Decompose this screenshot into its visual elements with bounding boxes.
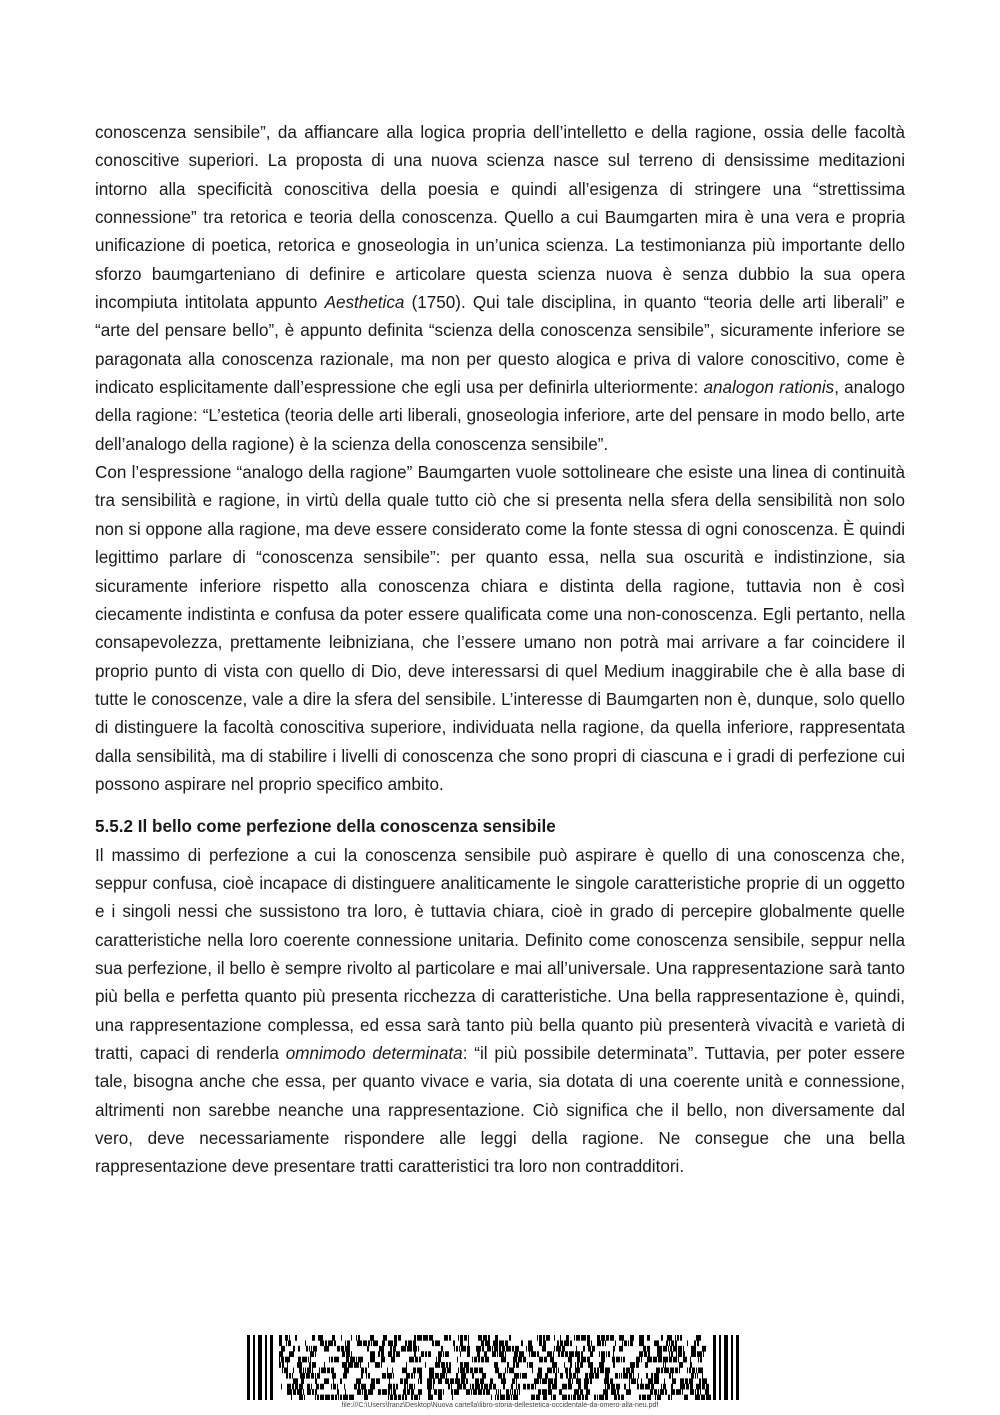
text-run: (1750). Qui tale disciplina, in quanto “teoria delle arti liberali” e “arte del pensare bello”, è appunto definita “scienza della conoscenza sensibile”, sicuramente inferiore se paragonata alla conoscenza razionale, ma non per questo alogica e priva di valore conoscitivo, come è indicato esplicitamente dall’espressione che egli usa per definirla ulteriormente: — [95, 293, 905, 398]
section-heading: 5.5.2 Il bello come perfezione della conoscenza sensibile — [95, 817, 556, 837]
page-body — [95, 119, 905, 1182]
text-run: Con l’espressione “analogo della ragione” Baumgarten vuole sottolineare che esiste una linea di continuità tra sensibilità e ragione, in virtù della quale tutto ciò che si presenta nella sfera della sensibilità non solo non si oppone alla ragione, ma deve essere considerato come la fonte stessa di ogni conoscenza. È quindi legittimo parlare di “conoscenza sensibile”: per quanto essa, nella sua oscurità e indistinzione, sia sicuramente inferiore rispetto alla conoscenza chiara e distinta della ragione, tuttavia non è così ciecamente indistinta e confusa da poter essere qualificata come una non-conoscenza. Egli pertanto, nella consapevolezza, prettamente leibniziana, che l’essere umano non potrà mai arrivare a far coincidere il proprio punto di vista con quello di Dio, deve interessarsi di quel Medium inaggirabile che è alla base di tutte le conoscenze, vale a dire la sfera del sensibile. L’interesse di Baumgarten non è, dunque, solo quello di distinguere la facoltà conoscitiva superiore, individuata nella ragione, da quella inferiore, rappresentata dalla sensibilità, ma di stabilire i livelli di conoscenza che sono propri di ciascuna e i gradi di perfezione cui possono aspirare nel proprio specifico ambito. — [95, 463, 905, 794]
body-paragraph-1 — [95, 119, 905, 459]
italic-run: omnimodo determinata — [285, 1044, 463, 1063]
text-run: conoscenza sensibile”, da affiancare alla logica propria dell’intelletto e della ragione, ossia delle facoltà conoscitive superiori. La proposta di una nuova scienza nasce sul terreno di densissime meditazioni intorno alla specificità conoscitiva della poesia e quindi all’esigenza di stringere una “strettissima connessione” tra retorica e teoria della conoscenza. Quello a cui Baumgarten mira è una vera e propria unificazione di poetica, retorica e gnoseologia in un’unica scienza. La testimonianza più importante dello sforzo baumgarteniano di definire e articolare questa scienza nuova è senza dubbio la sua opera incompiuta intitolata appunto — [95, 123, 905, 313]
text-run: Il massimo di perfezione a cui la conoscenza sensibile può aspirare è quello di una conoscenza che, seppur confusa, cioè incapace di distinguere analiticamente le singole caratteristiche proprie di un oggetto e i singoli nessi che sussistono tra loro, è tuttavia chiara, cioè in grado di percepire globalmente quelle caratteristiche nella loro coerente connessione unitaria. Definito come conoscenza sensibile, seppur nella sua perfezione, il bello è sempre rivolto al particolare e mai all’universale. Una rappresentazione sarà tanto più bella e perfetta quanto più presenta ricchezza di caratteristiche. Una bella rappresentazione è, quindi, una rappresentazione complessa, ed essa sarà tanto più bella quanto più presenterà vivacità e varietà di tratti, capaci di renderla — [95, 845, 905, 1063]
italic-run: Aesthetica — [324, 293, 405, 313]
body-paragraph-2 — [95, 459, 905, 799]
section-paragraph — [95, 842, 905, 1182]
italic-run: analogon rationis — [703, 378, 835, 398]
footer-file-path: file:///C:\Users\franz\Desktop\Nuova cartella\libro-storia-dellestetica-occidentale-da-omero-alla-neu.pdf — [341, 1402, 659, 1409]
text-run: : “il più possibile determinata”. Tuttavia, per poter essere tale, bisogna anche che essa, per quanto vivace e varia, sia dotata di una coerente unità e connessione, altrimenti non sarebbe neanche una rappresentazione. Ciò significa che il bello, non diversamente dal vero, deve necessariamente rispondere alle leggi della ragione. Ne consegue che una bella rappresentazione deve presentare tratti caratteristici tra loro non contradditori. — [95, 1044, 906, 1177]
barcode — [247, 1335, 739, 1400]
text-run: , analogo della ragione: “L’estetica (teoria delle arti liberali, gnoseologia inferiore, arte del pensare in modo bello, arte dell’analogo della ragione) è la scienza della conoscenza sensibile”. — [95, 378, 905, 454]
